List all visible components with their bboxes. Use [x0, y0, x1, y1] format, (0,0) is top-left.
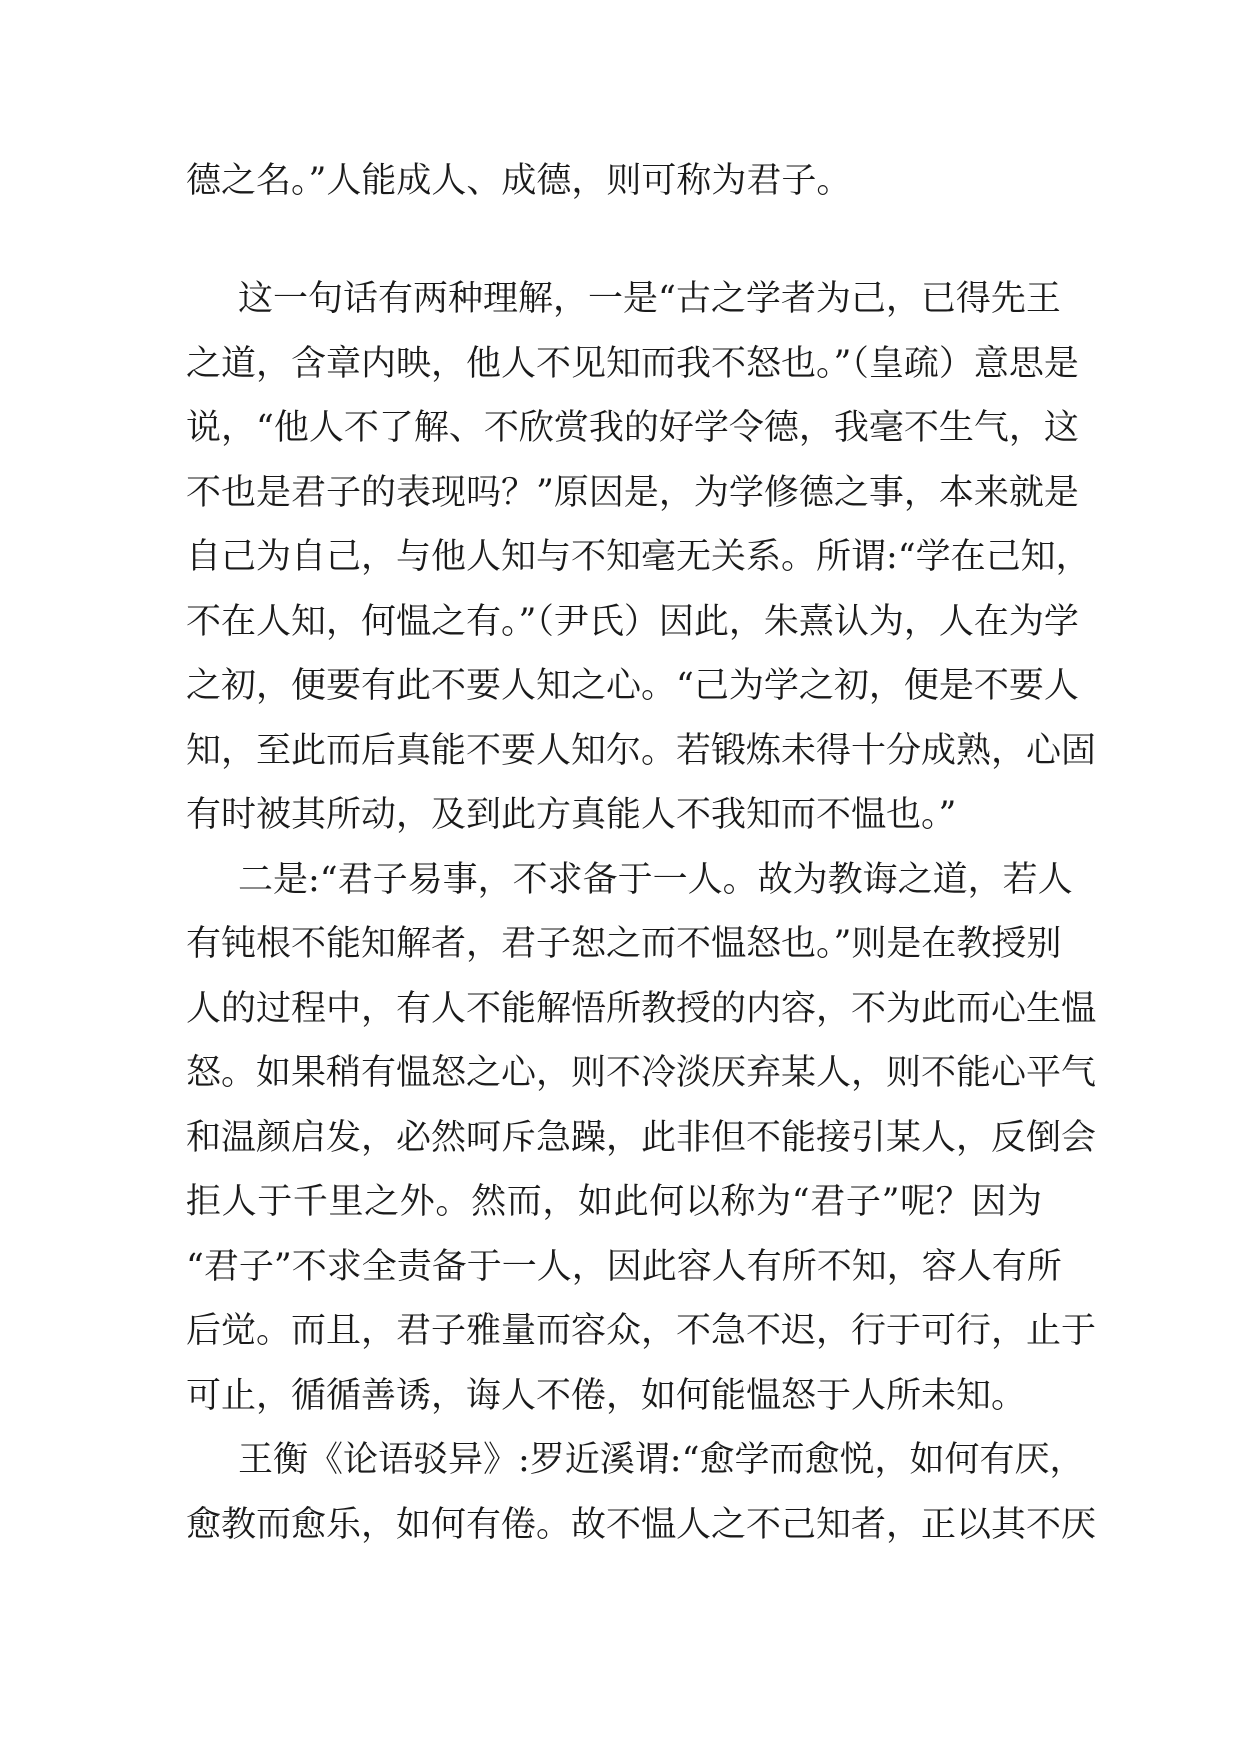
- text-line: 自己为自己，与他人知与不知毫无关系。所谓:“学在己知，: [186, 537, 1091, 577]
- text-line: 王衡《论语驳异》:罗近溪谓:“愈学而愈悦，如何有厌，: [238, 1440, 1085, 1480]
- text-line: 怒。如果稍有愠怒之心，则不冷淡厌弃某人，则不能心平气: [186, 1053, 1097, 1093]
- text-line: 人的过程中，有人不能解悟所教授的内容，不为此而心生愠: [186, 989, 1097, 1029]
- text-line: 不在人知，何愠之有。”（尹氏）因此，朱熹认为，人在为学: [186, 602, 1079, 642]
- text-line: 二是:“君子易事，不求备于一人。故为教诲之道，若人: [238, 860, 1073, 900]
- text-line: 后觉。而且，君子雅量而容众，不急不迟，行于可行，止于: [186, 1311, 1097, 1351]
- text-line: 说，“他人不了解、不欣赏我的好学令德，我毫不生气，这: [186, 408, 1079, 448]
- text-line: 可止，循循善诱，诲人不倦，如何能愠怒于人所未知。: [186, 1376, 1027, 1416]
- text-line: 愈教而愈乐，如何有倦。故不愠人之不己知者，正以其不厌: [186, 1505, 1097, 1545]
- text-line: “君子”不求全责备于一人，因此容人有所不知，容人有所: [186, 1247, 1062, 1287]
- text-line: 之初，便要有此不要人知之心。“己为学之初，便是不要人: [186, 666, 1079, 706]
- text-line: 这一句话有两种理解，一是“古之学者为己，已得先王: [238, 279, 1061, 319]
- text-line: 有钝根不能知解者，君子恕之而不愠怒也。”则是在教授别: [186, 924, 1062, 964]
- text-line: 和温颜启发，必然呵斥急躁，此非但不能接引某人，反倒会: [186, 1118, 1097, 1158]
- text-line: 知，至此而后真能不要人知尔。若锻炼未得十分成熟，心固: [186, 731, 1097, 771]
- text-line: 之道，含章内映，他人不见知而我不怒也。”（皇疏）意思是: [186, 344, 1079, 384]
- text-line: 拒人于千里之外。然而，如此何以称为“君子”呢？因为: [186, 1182, 1042, 1222]
- text-line: 不也是君子的表现吗？”原因是，为学修德之事，本来就是: [186, 473, 1079, 513]
- text-line: 有时被其所动，及到此方真能人不我知而不愠也。”: [186, 795, 957, 835]
- text-line: 德之名。”人能成人、成德，则可称为君子。: [186, 161, 852, 201]
